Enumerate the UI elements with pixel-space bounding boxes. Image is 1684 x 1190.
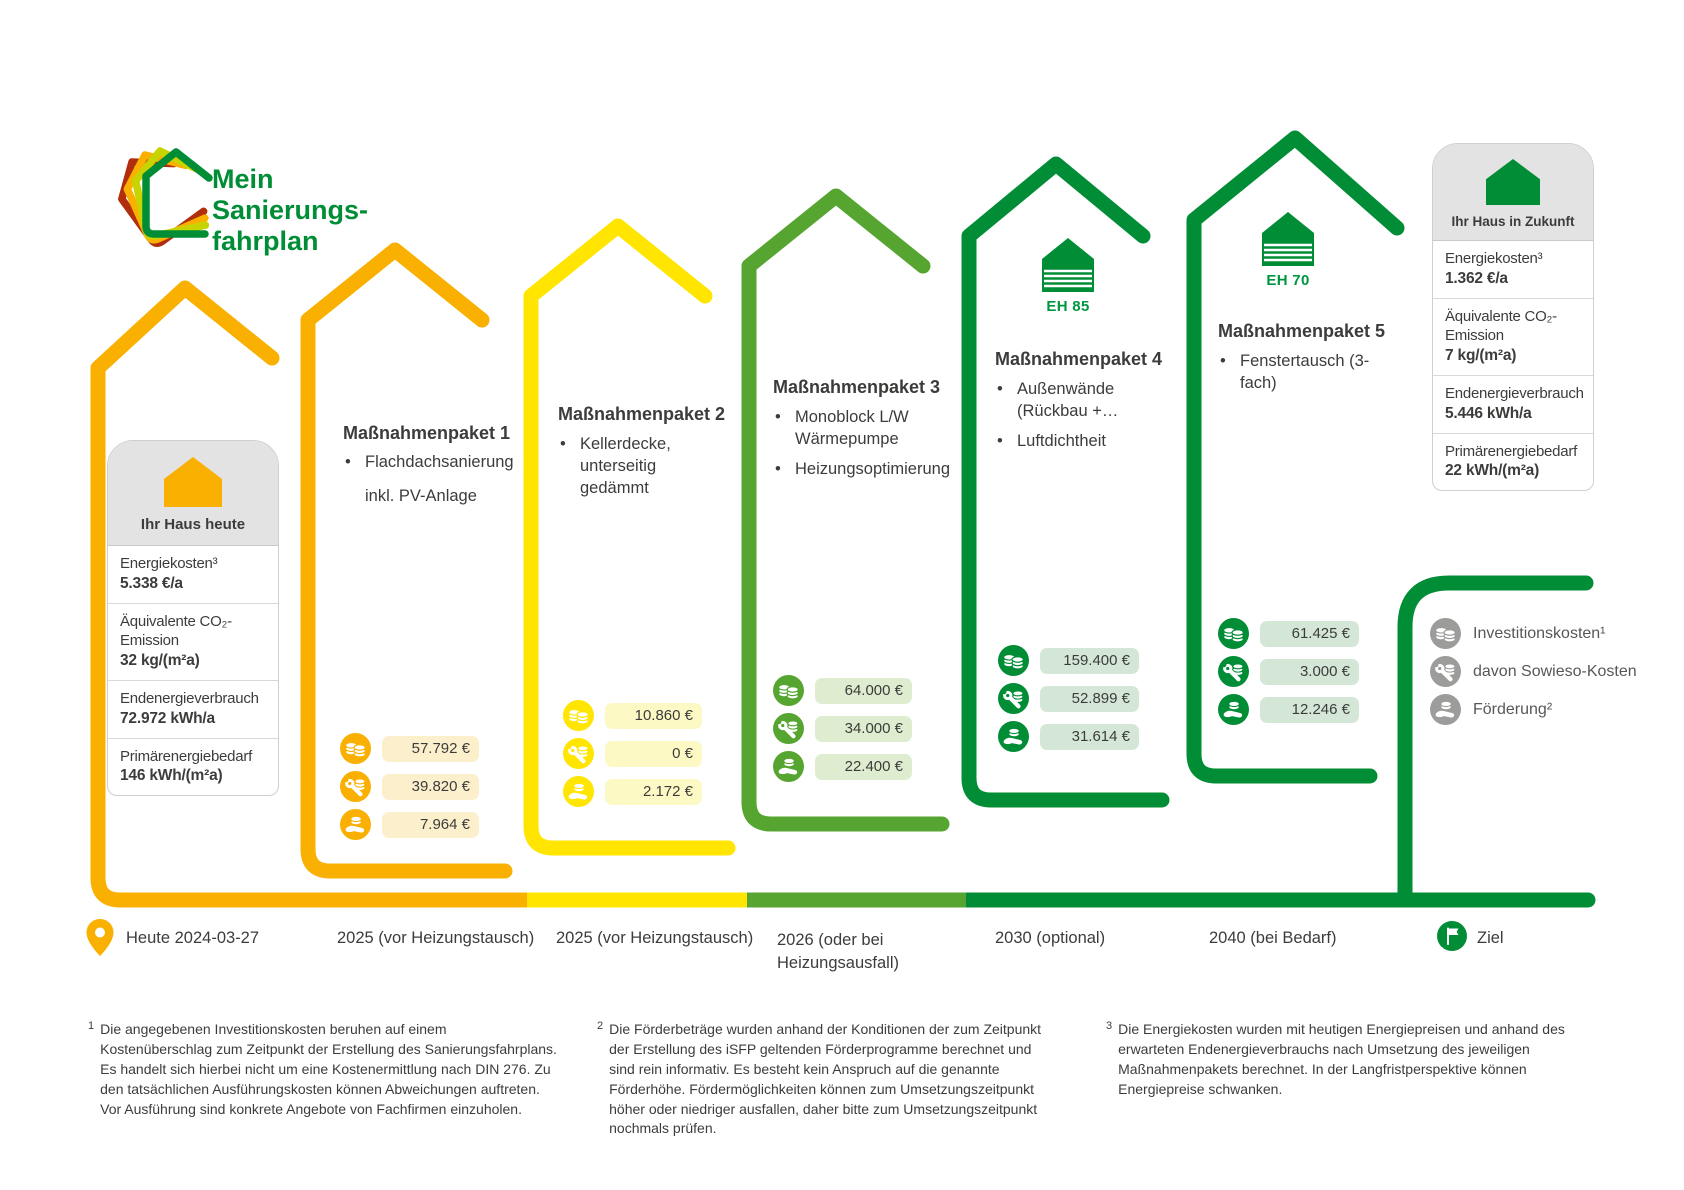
cost-value: 2.172 € xyxy=(605,779,702,805)
logo-wordmark xyxy=(212,164,368,257)
cost-row xyxy=(340,771,479,802)
package5-costs xyxy=(1218,618,1359,725)
coins-icon xyxy=(563,700,594,731)
bullet-dot: • xyxy=(775,408,781,426)
cost-value: 64.000 € xyxy=(815,678,912,704)
measure-line: Außenwände xyxy=(1017,380,1115,398)
stat-value: 146 kWh/(m²a) xyxy=(120,767,223,785)
measure-text xyxy=(1240,351,1369,395)
wrench-coins-icon xyxy=(998,683,1029,714)
stat-value: 22 kWh/(m²a) xyxy=(1445,462,1540,480)
stat-row xyxy=(108,738,278,796)
wrench-coins-icon xyxy=(340,771,371,802)
bullet-dot: • xyxy=(1220,352,1226,370)
cost-row xyxy=(340,733,479,764)
house-today-stats xyxy=(108,546,278,795)
cost-row xyxy=(773,713,912,744)
stat-row xyxy=(108,680,278,738)
package2-title: Maßnahmenpaket 2 xyxy=(558,404,726,424)
footnote-text: Die Förderbeträge wurden anhand der Konditionen der zum Zeitpunkt der Erstellung des iSFP geltenden Förderprogramme berechnet und sind rein informativ. Es besteht kein Anspruch auf die genannte Förderhöhe. Fördermöglichkeiten können zum Umsetzungszeitpunkt höher oder niedriger ausfallen, daher bitte zum Umsetzungszeitpunkt nochmals prüfen. xyxy=(609,1021,1042,1137)
measure-line: Wärmepumpe xyxy=(795,429,899,448)
cost-row xyxy=(563,700,702,731)
cost-row xyxy=(563,738,702,769)
package5-title: Maßnahmenpaket 5 xyxy=(1218,321,1386,341)
package2-costs xyxy=(563,700,702,807)
coins-icon xyxy=(1218,618,1249,649)
hand-coin-icon xyxy=(1430,694,1461,725)
cost-row xyxy=(773,751,912,782)
package1-title: Maßnahmenpaket 1 xyxy=(343,423,511,443)
legend-item xyxy=(1430,618,1637,649)
measure-line: fach) xyxy=(1240,373,1277,392)
house-future-card xyxy=(1432,143,1594,491)
package4-measures xyxy=(997,379,1157,452)
cost-value: 39.820 € xyxy=(382,774,479,800)
stat-label: Äquivalente CO₂-Emission xyxy=(120,612,232,649)
stat-value: 72.972 kWh/a xyxy=(120,709,215,727)
measure-item xyxy=(560,434,725,499)
measure-item xyxy=(997,431,1157,453)
measure-item xyxy=(775,407,940,451)
house-future-stats xyxy=(1433,241,1593,490)
efficiency-house-badge xyxy=(1042,238,1094,315)
milestone-label-2025b: 2025 (vor Heizungstausch) xyxy=(556,929,754,947)
cost-value: 57.792 € xyxy=(382,736,479,762)
cost-row xyxy=(998,645,1139,676)
cost-value: 34.000 € xyxy=(815,716,912,742)
package3-measures xyxy=(775,407,951,480)
cost-legend xyxy=(1430,618,1637,732)
measure-text: Heizungsoptimierung xyxy=(795,459,951,478)
stat-value: 1.362 €/a xyxy=(1445,269,1508,287)
stat-row xyxy=(1433,241,1593,298)
bullet-dot: • xyxy=(997,380,1003,398)
logo-line: Mein xyxy=(212,164,274,194)
measure-text xyxy=(580,434,725,499)
cost-value: 7.964 € xyxy=(382,812,479,838)
stat-label: Primärenergiebedarf xyxy=(1445,442,1577,460)
house-today-card-header xyxy=(108,441,278,546)
footnote-text: Die Energiekosten wurden mit heutigen Energiepreisen und anhand des erwarteten Endenergieverbrauchs nach Umsetzung des jeweiligen Maßnahmenpakets berechnet. In der Langfristperspektive können Energiepreise schwanken. xyxy=(1118,1021,1565,1097)
cost-row xyxy=(563,776,702,807)
measure-text xyxy=(1017,379,1118,423)
footnote-1 xyxy=(88,1020,558,1119)
hand-coin-icon xyxy=(1218,694,1249,725)
measure-item xyxy=(997,379,1157,423)
efficiency-house-icon xyxy=(1262,212,1314,266)
cost-value: 52.899 € xyxy=(1040,686,1139,712)
measure-text: inkl. PV-Anlage xyxy=(365,486,477,505)
house-icon xyxy=(1486,159,1540,205)
stat-row xyxy=(1433,298,1593,375)
cost-value: 0 € xyxy=(605,741,702,767)
measure-item xyxy=(1220,351,1390,395)
stat-value: 5.446 kWh/a xyxy=(1445,404,1532,422)
coins-icon xyxy=(1430,618,1461,649)
cost-row xyxy=(1218,618,1359,649)
legend-label: Investitionskosten¹ xyxy=(1473,624,1606,642)
package4-title: Maßnahmenpaket 4 xyxy=(995,349,1163,369)
bullet-dot: • xyxy=(345,453,351,471)
house-future-card-header xyxy=(1433,144,1593,241)
cost-value: 22.400 € xyxy=(815,754,912,780)
stat-value: 7 kg/(m²a) xyxy=(1445,346,1517,364)
legend-label: Förderung² xyxy=(1473,700,1553,718)
footnote-text: Die angegebenen Investitionskosten beruhen auf einem Kostenüberschlag zum Zeitpunkt der Erstellung des Sanierungsfahrplans. Es handelt sich hierbei nicht um eine Kostenermittlung nach DIN 276. Zu den tatsächlichen Ausführungskosten können Abweichungen auftreten. Vor Ausführung sind konkrete Angebote von Fachfirmen einzuholen. xyxy=(100,1021,557,1117)
cost-row xyxy=(998,721,1139,752)
measure-text xyxy=(795,407,909,451)
stat-label: Äquivalente CO₂-Emission xyxy=(1445,307,1557,344)
package3-title: Maßnahmenpaket 3 xyxy=(773,377,941,397)
package4-costs xyxy=(998,645,1139,752)
wrench-coins-icon xyxy=(1218,656,1249,687)
card-title: Ihr Haus in Zukunft xyxy=(1451,214,1575,229)
hand-coin-icon xyxy=(563,776,594,807)
package1-costs xyxy=(340,733,479,840)
hand-coin-icon xyxy=(340,809,371,840)
measure-item-continued xyxy=(345,486,515,508)
cost-row xyxy=(773,675,912,706)
hand-coin-icon xyxy=(773,751,804,782)
wrench-coins-icon xyxy=(1430,656,1461,687)
cost-value: 10.860 € xyxy=(605,703,702,729)
stat-row xyxy=(108,603,278,680)
cost-value: 12.246 € xyxy=(1260,697,1359,723)
measure-item xyxy=(775,459,951,481)
cost-value: 3.000 € xyxy=(1260,659,1359,685)
footnote-3 xyxy=(1106,1020,1576,1100)
stat-value: 5.338 €/a xyxy=(120,574,183,592)
cost-row xyxy=(1218,656,1359,687)
cost-row xyxy=(1218,694,1359,725)
measure-item xyxy=(345,452,515,474)
measure-text: Flachdachsanierung xyxy=(365,453,514,471)
stat-label: Energiekosten³ xyxy=(120,555,218,572)
legend-item xyxy=(1430,656,1637,687)
legend-item xyxy=(1430,694,1637,725)
cost-row xyxy=(340,809,479,840)
stat-label: Energiekosten³ xyxy=(1445,250,1543,267)
measure-text: Luftdichtheit xyxy=(1017,431,1106,450)
wrench-coins-icon xyxy=(773,713,804,744)
efficiency-house-label: EH 70 xyxy=(1266,272,1310,289)
package1-measures xyxy=(345,452,515,508)
legend-label: davon Sowieso-Kosten xyxy=(1473,662,1637,680)
hand-coin-icon xyxy=(998,721,1029,752)
efficiency-house-badge xyxy=(1262,212,1314,289)
wrench-coins-icon xyxy=(563,738,594,769)
cost-value: 159.400 € xyxy=(1040,648,1139,674)
stat-label: Endenergieverbrauch xyxy=(120,689,259,707)
milestone-label-2040: 2040 (bei Bedarf) xyxy=(1209,929,1337,947)
package5-measures xyxy=(1220,351,1390,395)
house-icon xyxy=(164,457,222,507)
house-today-card xyxy=(107,440,279,796)
logo-houses-icon xyxy=(108,142,210,246)
card-title: Ihr Haus heute xyxy=(140,516,246,533)
logo-line: Sanierungs- xyxy=(212,195,369,225)
milestone-label-2025a: 2025 (vor Heizungstausch) xyxy=(337,929,535,947)
milestone-label-2030: 2030 (optional) xyxy=(995,929,1106,947)
stat-value: 32 kg/(m²a) xyxy=(120,651,200,669)
stat-label: Endenergieverbrauch xyxy=(1445,384,1584,402)
package2-measures xyxy=(560,434,725,499)
logo-line: fahrplan xyxy=(212,226,319,256)
bullet-dot: • xyxy=(775,459,781,478)
footnote-mark: 2 xyxy=(597,1020,604,1032)
goal-label: Ziel xyxy=(1477,929,1504,947)
coins-icon xyxy=(998,645,1029,676)
footnote-mark: 3 xyxy=(1106,1020,1113,1032)
measure-line: (Rückbau +… xyxy=(1017,401,1119,420)
footnote-mark: 1 xyxy=(88,1020,95,1032)
coins-icon xyxy=(773,675,804,706)
location-pin-icon xyxy=(86,919,114,957)
milestone-label-2026: 2026 (oder bei Heizungsausfall) xyxy=(777,931,899,973)
measure-line: unterseitig gedämmt xyxy=(580,456,657,497)
cost-row xyxy=(998,683,1139,714)
bullet-dot: • xyxy=(560,435,566,453)
bullet-dot: • xyxy=(997,431,1003,450)
cost-value: 61.425 € xyxy=(1260,621,1359,647)
package3-costs xyxy=(773,675,912,782)
flag-icon xyxy=(1437,921,1467,951)
efficiency-house-label: EH 85 xyxy=(1046,298,1090,315)
efficiency-house-icon xyxy=(1042,238,1094,292)
footnote-2 xyxy=(597,1020,1057,1139)
milestone-label-today: Heute 2024-03-27 xyxy=(126,929,260,947)
measure-line: Monoblock L/W xyxy=(795,408,909,426)
stat-row xyxy=(1433,375,1593,433)
cost-value: 31.614 € xyxy=(1040,724,1139,750)
measure-line: Fenstertausch (3- xyxy=(1240,352,1370,370)
stat-row xyxy=(108,546,278,603)
coins-icon xyxy=(340,733,371,764)
bullet-dot xyxy=(345,486,365,508)
stat-row xyxy=(1433,433,1593,491)
stat-label: Primärenergiebedarf xyxy=(120,747,252,765)
measure-line: Kellerdecke, xyxy=(580,435,671,453)
